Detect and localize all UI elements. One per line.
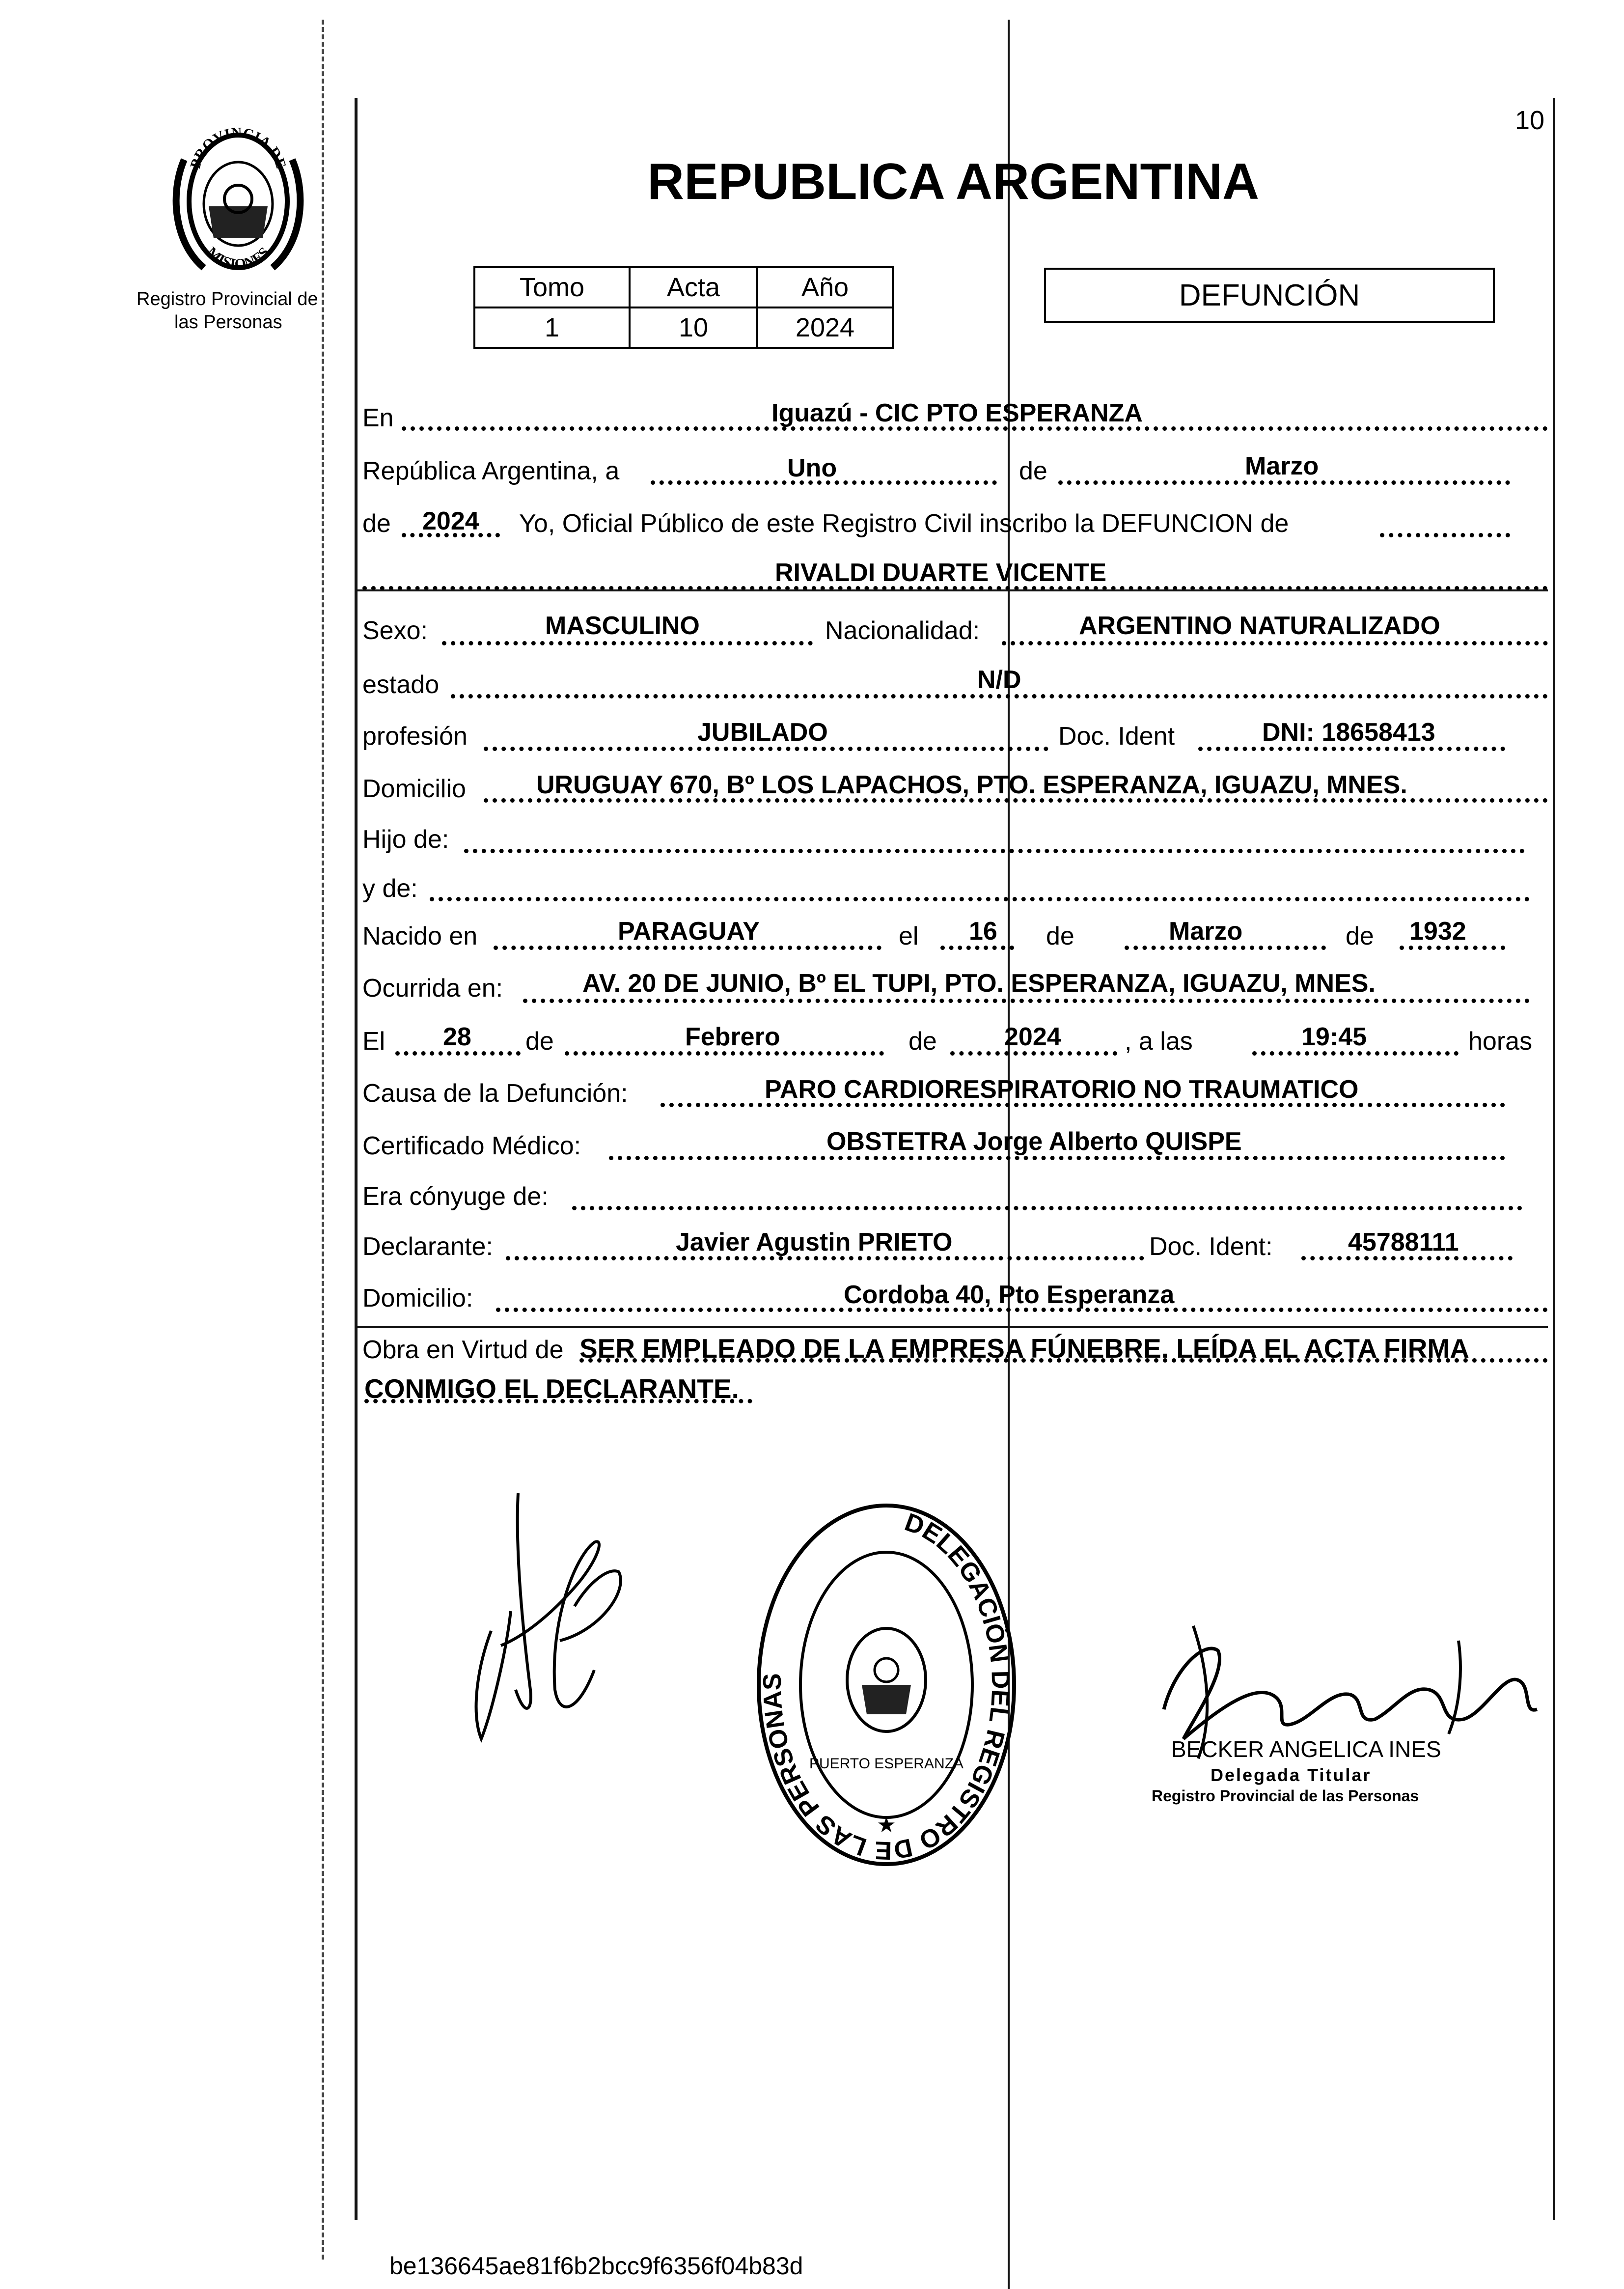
label-hijo-de: Hijo de: — [362, 825, 449, 854]
page-title: REPUBLICA ARGENTINA — [647, 153, 1260, 210]
svg-text:DELEGACIÓN DEL REGISTRO DE LAS: DELEGACIÓN DEL REGISTRO DE LAS PERSONAS — [758, 1507, 1015, 1865]
value-mes: Marzo — [1245, 452, 1319, 480]
fill-conyuge — [572, 1206, 1522, 1210]
form-rule — [358, 589, 1548, 591]
label-nacido-en: Nacido en — [362, 922, 478, 950]
officer-name: BECKER ANGELICA INES — [1171, 1736, 1441, 1762]
officer-role: Delegada Titular — [1211, 1765, 1372, 1785]
value-nacionalidad: ARGENTINO NATURALIZADO — [1079, 612, 1440, 640]
value-nac-dia: 16 — [969, 917, 997, 946]
label-de2: de — [362, 509, 391, 538]
fill-def-dia — [395, 1051, 521, 1056]
value-dni: DNI: 18658413 — [1262, 718, 1435, 747]
label-de6: de — [908, 1027, 937, 1056]
value-dia: Uno — [787, 454, 837, 482]
value-def-mes: Febrero — [685, 1023, 780, 1051]
fill-obra-line2 — [364, 1399, 752, 1403]
label-yo: Yo, Oficial Público de este Registro Civil inscribo la DEFUNCION de — [519, 509, 1289, 538]
value-profesion: JUBILADO — [697, 718, 828, 747]
label-republica: República Argentina, a — [362, 457, 620, 485]
fill-def-anio — [950, 1051, 1117, 1056]
svg-text:PUERTO ESPERANZA: PUERTO ESPERANZA — [809, 1756, 963, 1772]
label-profesion: profesión — [362, 722, 468, 751]
fill-nacido-en — [494, 946, 881, 950]
label-en: En — [362, 404, 394, 432]
declarant-signature — [432, 1483, 638, 1754]
tomo-value: 1 — [473, 307, 631, 349]
fill-mes — [1058, 480, 1510, 485]
label-sexo: Sexo: — [362, 616, 428, 645]
label-estado: estado — [362, 670, 440, 699]
label-doc-ident: Doc. Ident — [1058, 722, 1175, 751]
fill-ocurrida-en — [523, 999, 1530, 1003]
value-causa: PARO CARDIORESPIRATORIO NO TRAUMATICO — [765, 1075, 1359, 1104]
value-def-anio: 2024 — [1004, 1023, 1061, 1051]
svg-text:★: ★ — [877, 1813, 896, 1838]
value-nombre: RIVALDI DUARTE VICENTE — [775, 558, 1107, 587]
registry-name-line2: las Personas — [174, 312, 282, 333]
record-type-box: DEFUNCIÓN — [1044, 268, 1495, 323]
value-ocurrida-en: AV. 20 DE JUNIO, Bº EL TUPI, PTO. ESPERANZA, IGUAZU, MNES. — [582, 969, 1376, 998]
label-a-las: , a las — [1125, 1027, 1193, 1056]
official-stamp — [749, 1493, 1024, 1867]
fill-estado — [451, 694, 1548, 698]
label-el2: El — [362, 1027, 385, 1056]
scan-edge-line — [322, 20, 324, 2260]
label-de1: de — [1019, 457, 1047, 485]
document-hash: be136645ae81f6b2bcc9f6356f04b83d — [389, 2252, 803, 2280]
label-causa: Causa de la Defunción: — [362, 1079, 628, 1108]
fill-certificado — [609, 1156, 1505, 1160]
fill-obra-line1 — [579, 1358, 1548, 1363]
label-declarante: Declarante: — [362, 1232, 493, 1261]
anio-value: 2024 — [756, 307, 894, 349]
value-declarante-domicilio: Cordoba 40, Pto Esperanza — [844, 1281, 1175, 1309]
acta-header: Acta — [629, 266, 758, 308]
fill-hijo-de — [464, 849, 1525, 853]
svg-text:PROVINCIA DE: PROVINCIA DE — [187, 124, 289, 171]
value-nacido-en: PARAGUAY — [618, 917, 760, 946]
page-number: 10 — [1515, 106, 1545, 135]
value-sexo: MASCULINO — [545, 612, 700, 640]
fill-def-mes — [565, 1051, 884, 1056]
value-declarante-doc: 45788111 — [1348, 1228, 1459, 1256]
label-ocurrida-en: Ocurrida en: — [362, 974, 503, 1003]
value-anio: 2024 — [422, 507, 479, 535]
fill-def-hora — [1252, 1051, 1459, 1056]
form-rule — [358, 1326, 1548, 1328]
label-conyuge: Era cónyuge de: — [362, 1182, 549, 1211]
value-def-hora: 19:45 — [1301, 1023, 1367, 1051]
label-doc-ident2: Doc. Ident: — [1149, 1232, 1273, 1261]
fill-nac-mes — [1125, 946, 1326, 950]
value-domicilio: URUGUAY 670, Bº LOS LAPACHOS, PTO. ESPERANZA, IGUAZU, MNES. — [536, 771, 1407, 799]
province-logo — [165, 120, 312, 282]
fill-nac-anio — [1400, 946, 1505, 950]
anio-header: Año — [756, 266, 894, 308]
value-certificado: OBSTETRA Jorge Alberto QUISPE — [826, 1127, 1242, 1156]
value-obra-line2: CONMIGO EL DECLARANTE. — [364, 1373, 739, 1404]
label-de4: de — [1346, 922, 1374, 950]
fill-nac-dia — [940, 946, 1014, 950]
value-nac-anio: 1932 — [1409, 917, 1466, 946]
fill-sexo — [442, 641, 813, 645]
fill-dni — [1198, 747, 1505, 751]
fill-yo-end — [1380, 533, 1510, 537]
value-obra-line1: SER EMPLEADO DE LA EMPRESA FÚNEBRE. LEÍDA EL ACTA FIRMA — [579, 1333, 1470, 1364]
label-horas: horas — [1468, 1027, 1533, 1056]
label-de5: de — [525, 1027, 554, 1056]
value-lugar: Iguazú - CIC PTO ESPERANZA — [771, 399, 1143, 427]
value-def-dia: 28 — [443, 1023, 471, 1051]
label-obra: Obra en Virtud de — [362, 1336, 564, 1364]
label-de3: de — [1046, 922, 1074, 950]
label-domicilio2: Domicilio: — [362, 1284, 473, 1312]
label-y-de: y de: — [362, 874, 418, 903]
registry-name-line1: Registro Provincial de — [137, 289, 318, 309]
fill-declarante — [506, 1256, 1144, 1260]
svg-text:MISIONES: MISIONES — [203, 244, 273, 273]
left-frame-line — [355, 98, 358, 2220]
acta-value: 10 — [629, 307, 758, 349]
label-certificado: Certificado Médico: — [362, 1132, 581, 1160]
label-el: el — [899, 922, 919, 950]
tomo-header: Tomo — [473, 266, 631, 308]
officer-institution: Registro Provincial de las Personas — [1152, 1787, 1419, 1805]
fill-declarante-doc — [1301, 1256, 1513, 1260]
right-frame-line — [1553, 98, 1555, 2220]
fill-y-de — [430, 897, 1530, 901]
fill-nacionalidad — [1002, 641, 1548, 645]
value-nac-mes: Marzo — [1169, 917, 1243, 946]
label-nacionalidad: Nacionalidad: — [825, 616, 980, 645]
fill-profesion — [484, 747, 1048, 751]
value-estado: N/D — [977, 666, 1021, 694]
value-declarante: Javier Agustin PRIETO — [676, 1228, 953, 1256]
label-domicilio: Domicilio — [362, 775, 466, 803]
